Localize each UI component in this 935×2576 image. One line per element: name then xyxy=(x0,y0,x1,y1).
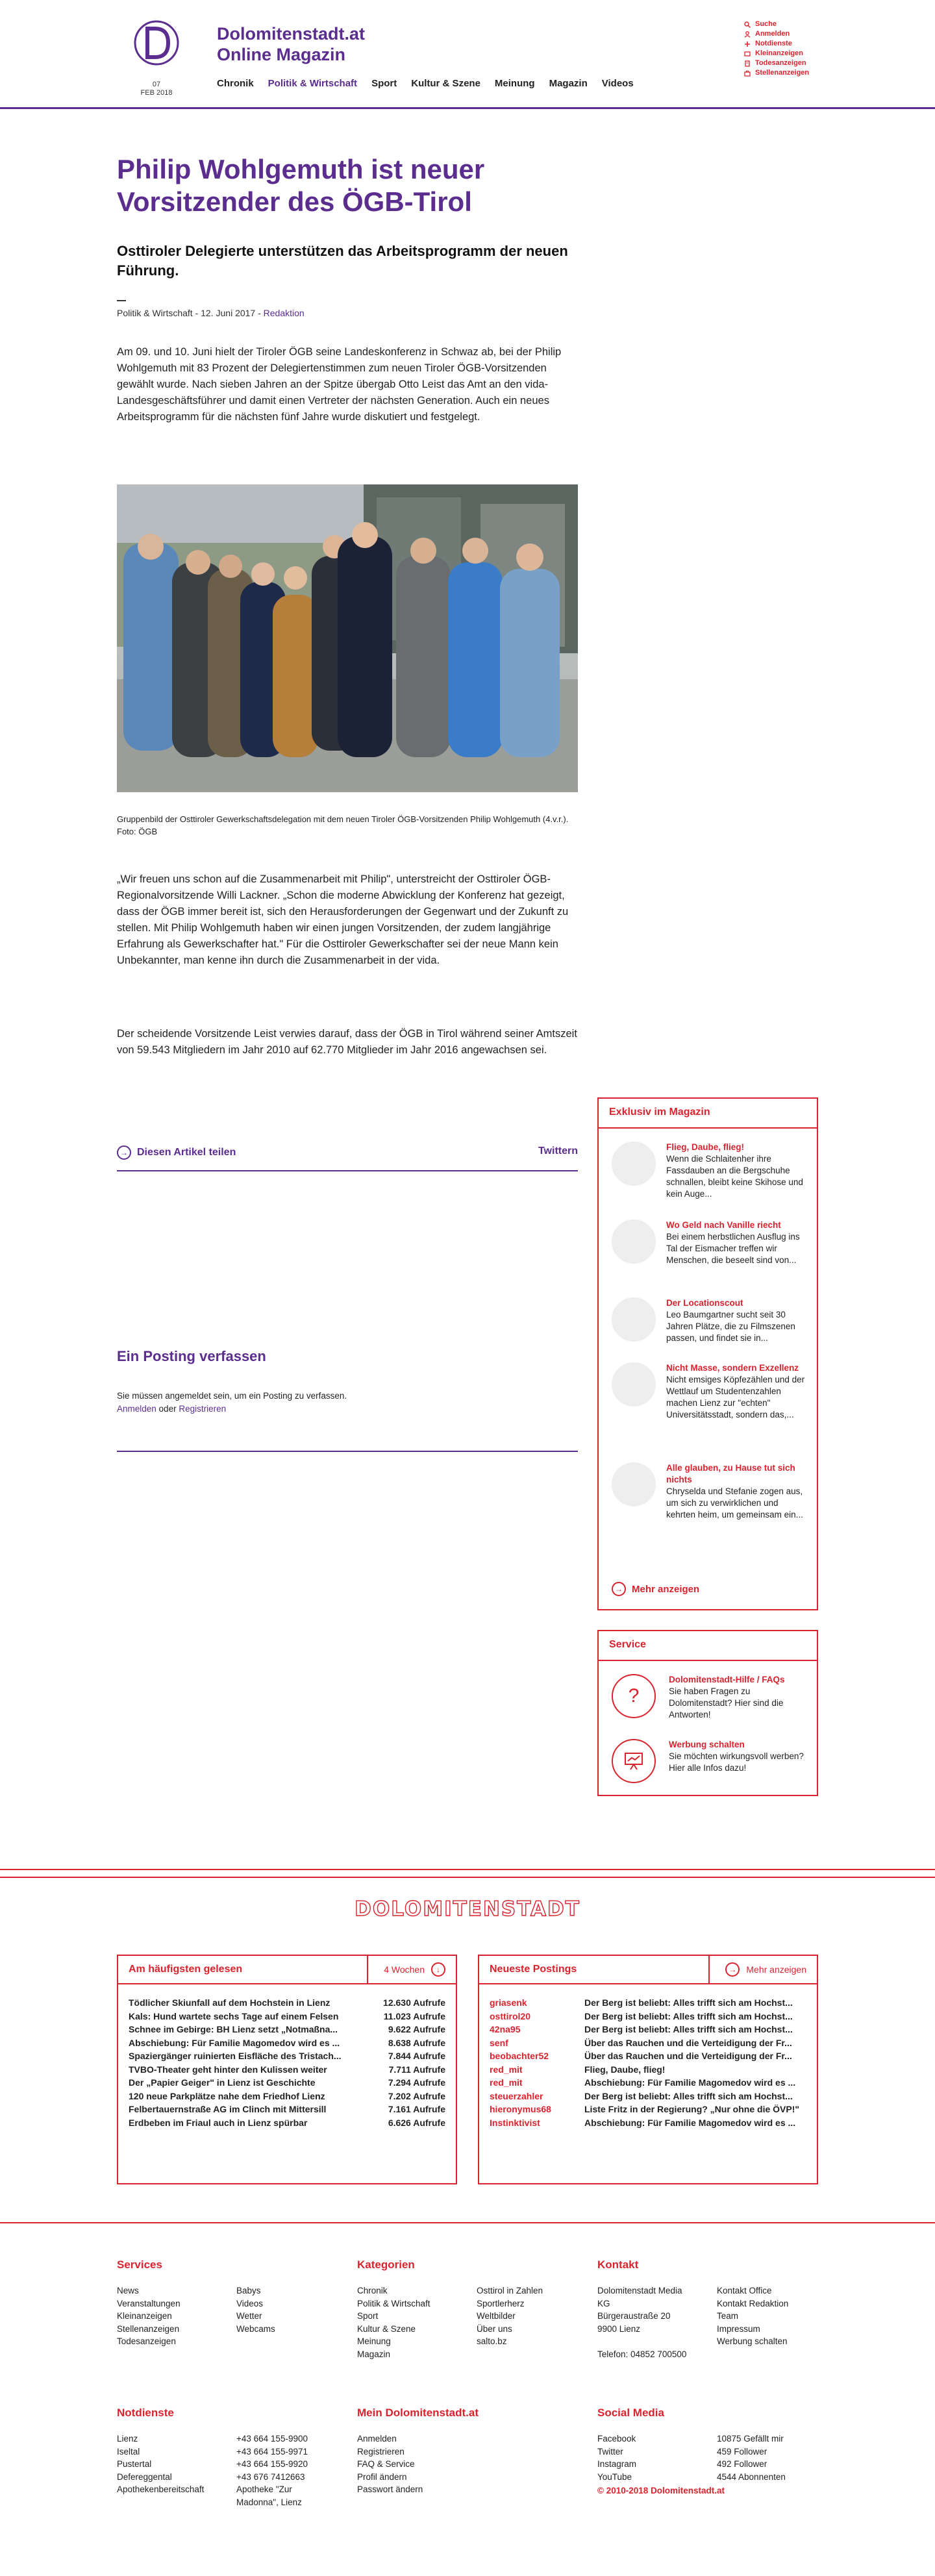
footer-heading: Kategorien xyxy=(357,2258,415,2271)
footer-link[interactable]: Sportlerherz xyxy=(477,2298,525,2308)
footer-heading: Social Media xyxy=(597,2407,664,2419)
footer-link[interactable]: Meinung xyxy=(357,2336,391,2346)
row-views: 7.202 Aufrufe xyxy=(388,2090,445,2101)
more-label: Mehr anzeigen xyxy=(632,1583,700,1595)
row-title: Kals: Hund wartete sechs Tage auf einem Felsen xyxy=(129,2010,339,2021)
footer-text: Defereggental xyxy=(117,2471,172,2482)
latest-postings-box xyxy=(478,1955,818,2184)
share-label: Diesen Artikel teilen xyxy=(137,1147,236,1158)
presentation-icon xyxy=(612,1739,656,1783)
or-text: oder xyxy=(156,1404,179,1414)
posting-article[interactable]: Über das Rauchen und die Verteidigung der Fr... xyxy=(584,2051,792,2061)
posting-row[interactable] xyxy=(490,1996,806,2010)
footer-heading: Kontakt xyxy=(597,2258,639,2271)
meta-author[interactable]: Redaktion xyxy=(263,308,305,318)
row-views: 7.161 Aufrufe xyxy=(388,2104,445,2114)
meta-category[interactable]: Politik & Wirtschaft xyxy=(117,308,193,318)
row-views: 9.622 Aufrufe xyxy=(388,2024,445,2034)
exklusiv-item-text: Nicht emsiges Köpfezählen und der Wettlauf um Studentenzahlen machen Lienz zur "echten" Universitätsstadt, sondern das,... xyxy=(666,1375,805,1419)
footer-link[interactable]: Kontakt Redaktion xyxy=(717,2298,789,2308)
exklusiv-title: Exklusiv im Magazin xyxy=(599,1099,817,1129)
group-photo-illustration xyxy=(117,484,578,792)
posting-login-hint xyxy=(117,1390,506,1416)
posting-row[interactable] xyxy=(490,2049,806,2063)
service-item-text: Sie haben Fragen zu Dolomitenstadt? Hier sind die Antworten! xyxy=(669,1686,784,1719)
share-article-button[interactable] xyxy=(117,1145,236,1160)
row-title: Der „Papier Geiger" in Lienz ist Geschichte xyxy=(129,2077,316,2088)
footer-social xyxy=(597,2407,818,2483)
row-title: Tödlicher Skiunfall auf dem Hochstein in Lienz xyxy=(129,1997,330,2008)
footer-list xyxy=(477,2284,543,2360)
article-thumbnail xyxy=(612,1462,656,1507)
posting-article[interactable]: Über das Rauchen und die Verteidigung der Fr... xyxy=(584,2037,792,2048)
footer-phone[interactable]: +43 664 155-9900 xyxy=(236,2434,308,2444)
footer-list xyxy=(357,2432,578,2496)
row-views: 7.711 Aufrufe xyxy=(388,2064,445,2075)
footer-link[interactable]: Werbung schalten xyxy=(717,2336,788,2346)
article-thumbnail xyxy=(612,1142,656,1186)
period-select[interactable] xyxy=(367,1956,456,1983)
arrow-right-icon: → xyxy=(117,1145,131,1160)
posting-row[interactable] xyxy=(490,2076,806,2090)
exklusiv-item-title: Flieg, Daube, flieg! xyxy=(666,1142,745,1152)
dolomitenstadt-wordmark[interactable]: DOLOMITENSTADT xyxy=(355,1897,580,1921)
footer-link[interactable]: Webcams xyxy=(236,2323,275,2334)
quick-link-kleinanzeigen[interactable] xyxy=(744,49,809,58)
quick-link-stellenanzeigen[interactable] xyxy=(744,68,809,78)
most-read-row[interactable] xyxy=(129,2103,445,2116)
service-item-title: Dolomitenstadt-Hilfe / FAQs xyxy=(669,1675,785,1684)
footer-link[interactable]: Kleinanzeigen xyxy=(117,2311,172,2321)
footer-link[interactable]: salto.bz xyxy=(477,2336,507,2346)
exklusiv-item[interactable] xyxy=(612,1362,806,1421)
posting-row[interactable] xyxy=(490,2010,806,2023)
row-views: 12.630 Aufrufe xyxy=(383,1997,445,2008)
nav-item-chronik[interactable]: Chronik xyxy=(217,78,254,89)
posting-row[interactable] xyxy=(490,2063,806,2077)
posting-title: Ein Posting verfassen xyxy=(117,1348,266,1364)
row-title: Schnee im Gebirge: BH Lienz setzt „Notmaßna... xyxy=(129,2024,338,2034)
meta-date: - 12. Juni 2017 - xyxy=(192,308,264,318)
footer-phone[interactable]: +43 664 155-9971 xyxy=(236,2446,308,2457)
posting-hint-text: Sie müssen angemeldet sein, um ein Posting zu verfassen. xyxy=(117,1391,347,1401)
row-title: Felbertauernstraße AG im Clinch mit Mittersill xyxy=(129,2104,327,2114)
most-read-row[interactable] xyxy=(129,2063,445,2077)
row-title: Erdbeben im Friaul auch in Lienz spürbar xyxy=(129,2117,308,2128)
row-views: 11.023 Aufrufe xyxy=(383,2010,445,2021)
quick-link-label: Todesanzeigen xyxy=(755,59,806,67)
footer-spacer xyxy=(597,2335,717,2348)
footer-list xyxy=(236,2432,308,2508)
footer-band-line xyxy=(0,1877,935,1878)
posting-user[interactable]: osttirol20 xyxy=(490,2010,531,2021)
most-read-row[interactable] xyxy=(129,2049,445,2063)
most-read-title: Am häufigsten gelesen xyxy=(129,1964,243,1975)
meta-divider xyxy=(117,300,126,301)
exklusiv-item-title: Der Locationscout xyxy=(666,1298,743,1308)
footer-link[interactable]: Registrieren xyxy=(357,2446,405,2457)
footer-text: KG xyxy=(597,2298,610,2308)
quick-link-label: Suche xyxy=(755,20,777,28)
exklusiv-item-text: Chryselda und Stefanie zogen aus, um sich zu verwirklichen und kehrten heim, um gemeinsam ein... xyxy=(666,1486,803,1519)
footer-list xyxy=(357,2284,477,2360)
exklusiv-item-text: Bei einem herbstlichen Ausflug ins Tal der Eismacher treffen wir Menschen, die beseelt sind von... xyxy=(666,1232,800,1265)
footer-link[interactable]: Team xyxy=(717,2311,739,2321)
footer-link[interactable]: Wetter xyxy=(236,2311,262,2321)
posting-divider xyxy=(117,1451,578,1452)
register-link[interactable]: Registrieren xyxy=(179,1404,227,1414)
exklusiv-item-title: Alle glauben, zu Hause tut sich nichts xyxy=(666,1463,795,1484)
footer-services xyxy=(117,2258,338,2348)
login-link[interactable]: Anmelden xyxy=(117,1404,156,1414)
arrow-down-icon: ↓ xyxy=(431,1962,445,1977)
article-thumbnail xyxy=(612,1219,656,1264)
posting-article[interactable]: Abschiebung: Für Familie Magomedov wird es ... xyxy=(584,2077,796,2088)
article-thumbnail xyxy=(612,1297,656,1342)
article-closing: Der scheidende Vorsitzende Leist verwies darauf, dass der ÖGB in Tirol während seiner Amtszeit von 59.543 Mitgliedern im Jahr 2010 auf 62.770 Mitglieder im Jahr 2016 angewachsen sei. xyxy=(117,1028,577,1056)
exklusiv-item-title: Nicht Masse, sondern Exzellenz xyxy=(666,1363,799,1373)
posting-article[interactable]: Der Berg ist beliebt: Alles trifft sich am Hochst... xyxy=(584,1997,793,2008)
footer-text: Pustertal xyxy=(117,2459,152,2469)
posting-row[interactable] xyxy=(490,2090,806,2103)
quick-link-notdienste[interactable] xyxy=(744,39,809,49)
footer-link[interactable]: Videos xyxy=(236,2298,264,2308)
quick-link-label: Anmelden xyxy=(755,30,790,38)
document-icon xyxy=(744,60,751,67)
article-thumbnail xyxy=(612,1362,656,1407)
posting-article[interactable]: Der Berg ist beliebt: Alles trifft sich am Hochst... xyxy=(584,2010,793,2021)
footer-link[interactable]: Impressum xyxy=(717,2323,760,2334)
posting-row[interactable] xyxy=(490,2023,806,2036)
exklusiv-item-title: Wo Geld nach Vanille riecht xyxy=(666,1220,781,1230)
most-read-row[interactable] xyxy=(129,2116,445,2130)
footer-text: Iseltal xyxy=(117,2446,140,2457)
posting-user[interactable]: steuerzahler xyxy=(490,2090,543,2101)
footer-list xyxy=(117,2432,236,2508)
logo-day: 07 xyxy=(152,81,161,88)
most-read-row[interactable] xyxy=(129,1996,445,2010)
footer-link[interactable]: Profil ändern xyxy=(357,2471,407,2482)
posting-user[interactable]: 42na95 xyxy=(490,2024,521,2034)
logo-date xyxy=(133,81,180,97)
article-meta xyxy=(117,308,305,318)
footer-text: Dolomitenstadt Media xyxy=(597,2286,682,2295)
exklusiv-item-text: Wenn die Schlaitenher ihre Fassdauben an die Bergschuhe schnallen, bleibt keine Skihose und kein Auge... xyxy=(666,1154,803,1199)
posting-user[interactable]: griasenk xyxy=(490,1997,527,2008)
row-views: 6.626 Aufrufe xyxy=(388,2117,445,2128)
row-views: 8.638 Aufrufe xyxy=(388,2037,445,2048)
share-bar xyxy=(117,1143,578,1171)
most-read-row[interactable] xyxy=(129,2036,445,2050)
logo-month: FEB 2018 xyxy=(140,89,173,97)
exklusiv-more-button[interactable] xyxy=(612,1582,699,1596)
footer-link[interactable]: Kontakt Office xyxy=(717,2286,772,2295)
posting-user[interactable]: red_mit xyxy=(490,2077,523,2088)
service-item-werbung[interactable] xyxy=(612,1739,806,1783)
row-title: TVBO-Theater geht hinter den Kulissen weiter xyxy=(129,2064,327,2075)
site-header xyxy=(0,0,935,109)
footer-link[interactable]: News xyxy=(117,2286,139,2295)
article-headline: Philip Wohlgemuth ist neuer Vorsitzender des ÖGB-Tirol xyxy=(117,154,485,217)
footer-link[interactable]: Veranstaltungen xyxy=(117,2298,181,2308)
most-read-row[interactable] xyxy=(129,2076,445,2090)
footer-link[interactable]: Passwort ändern xyxy=(357,2484,423,2494)
exklusiv-item[interactable] xyxy=(612,1462,806,1521)
footer-link[interactable]: Twitter xyxy=(597,2446,623,2457)
footer-list xyxy=(597,2432,717,2483)
footer-link[interactable]: Facebook xyxy=(597,2434,636,2444)
footer-link[interactable]: Über uns xyxy=(477,2323,512,2334)
row-title: Spaziergänger ruinierten Eisfläche des Tristach... xyxy=(129,2051,342,2061)
posting-user[interactable]: senf xyxy=(490,2037,508,2048)
footer-mein xyxy=(357,2407,578,2496)
site-title-line-2: Online Magazin xyxy=(217,45,346,64)
footer-list xyxy=(597,2284,717,2360)
nav-item-sport[interactable]: Sport xyxy=(371,78,397,89)
plus-icon xyxy=(744,41,751,47)
nav-item-meinung[interactable]: Meinung xyxy=(494,78,535,89)
article-subhead: Osttiroler Delegierte unterstützen das Arbeitsprogramm der neuen Führung. xyxy=(117,243,568,279)
tag-icon xyxy=(744,51,751,57)
footer-phone[interactable]: +43 676 7412663 xyxy=(236,2471,305,2482)
footer-heading: Mein Dolomitenstadt.at xyxy=(357,2407,479,2419)
footer-band-line xyxy=(0,1869,935,1870)
footer-text: Bürgeraustraße 20 xyxy=(597,2311,671,2321)
quick-link-label: Notdienste xyxy=(755,40,792,47)
footer-link[interactable]: Sport xyxy=(357,2311,379,2321)
footer-text: Apotheke "Zur xyxy=(236,2484,292,2494)
nav-item-videos[interactable]: Videos xyxy=(601,78,634,89)
footer-text: 459 Follower xyxy=(717,2446,767,2457)
footer-text: 10875 Gefällt mir xyxy=(717,2434,784,2444)
arrow-right-icon: → xyxy=(612,1582,626,1596)
posting-row[interactable] xyxy=(490,2036,806,2050)
service-box xyxy=(597,1630,818,1796)
quick-link-anmelden[interactable] xyxy=(744,29,809,39)
quick-link-todesanzeigen[interactable] xyxy=(744,58,809,68)
arrow-right-icon: → xyxy=(725,1962,740,1977)
copyright[interactable]: © 2010-2018 Dolomitenstadt.at xyxy=(597,2486,725,2495)
footer-link[interactable]: Osttirol in Zahlen xyxy=(477,2286,543,2295)
footer-text: Telefon: 04852 700500 xyxy=(597,2349,687,2359)
posting-user[interactable]: Instinktivist xyxy=(490,2117,540,2128)
posting-user[interactable]: hieronymus68 xyxy=(490,2104,551,2114)
footer-link[interactable]: Babys xyxy=(236,2286,261,2295)
footer-link[interactable]: Politik & Wirtschaft xyxy=(357,2298,430,2308)
exklusiv-item-text: Leo Baumgartner sucht seit 30 Jahren Plätze, die zu Filmszenen passen, und findet sie in... xyxy=(666,1310,795,1343)
footer-notdienste xyxy=(117,2407,338,2508)
service-item-text: Sie möchten wirkungsvoll werben? Hier alle Infos dazu! xyxy=(669,1751,804,1773)
briefcase-icon xyxy=(744,70,751,77)
posting-user[interactable]: red_mit xyxy=(490,2064,523,2075)
footer-list xyxy=(117,2284,236,2348)
nav-item-kultur-szene[interactable]: Kultur & Szene xyxy=(411,78,480,89)
footer-link[interactable]: Kultur & Szene xyxy=(357,2323,416,2334)
footer-text: 492 Follower xyxy=(717,2459,767,2469)
footer-link[interactable]: FAQ & Service xyxy=(357,2459,415,2469)
article-photo[interactable] xyxy=(117,484,578,792)
most-read-row[interactable] xyxy=(129,2090,445,2103)
exklusiv-box xyxy=(597,1097,818,1610)
user-icon xyxy=(744,31,751,38)
site-title-line-1: Dolomitenstadt.at xyxy=(217,24,366,44)
footer-link[interactable]: Chronik xyxy=(357,2286,388,2295)
nav-item-politik-wirtschaft[interactable]: Politik & Wirtschaft xyxy=(268,78,358,89)
most-read-box xyxy=(117,1955,457,2184)
footer-text: 4544 Abonnenten xyxy=(717,2471,786,2482)
posting-article[interactable]: Abschiebung: Für Familie Magomedov wird es ... xyxy=(584,2117,796,2128)
footer-link[interactable]: Weltbilder xyxy=(477,2311,516,2321)
row-views: 7.294 Aufrufe xyxy=(388,2077,445,2088)
footer-text: Madonna", Lienz xyxy=(236,2497,302,2507)
service-title: Service xyxy=(599,1631,817,1661)
posting-article[interactable]: Der Berg ist beliebt: Alles trifft sich am Hochst... xyxy=(584,2090,793,2101)
posting-article[interactable]: Der Berg ist beliebt: Alles trifft sich am Hochst... xyxy=(584,2024,793,2034)
more-label: Mehr anzeigen xyxy=(746,1964,806,1975)
footer-list xyxy=(236,2284,275,2348)
most-read-row[interactable] xyxy=(129,2010,445,2023)
main-nav xyxy=(217,78,634,89)
footer-link[interactable]: Stellenanzeigen xyxy=(117,2323,180,2334)
footer-link[interactable]: Instagram xyxy=(597,2459,637,2469)
question-icon: ? xyxy=(612,1674,656,1718)
posting-user[interactable]: beobachter52 xyxy=(490,2051,549,2061)
service-item-faq[interactable] xyxy=(612,1674,806,1721)
footer-kontakt xyxy=(597,2258,818,2360)
twitter-button[interactable]: Twittern xyxy=(538,1145,578,1157)
quick-link-suche[interactable] xyxy=(744,19,809,29)
footer-heading: Notdienste xyxy=(117,2407,174,2419)
period-label: 4 Wochen xyxy=(384,1964,425,1975)
postings-more-button[interactable] xyxy=(708,1956,817,1983)
search-icon xyxy=(744,21,751,28)
service-item-title: Werbung schalten xyxy=(669,1740,745,1749)
posting-row[interactable] xyxy=(490,2103,806,2116)
footer-text: Apothekenbereitschaft xyxy=(117,2484,205,2494)
footer-phone[interactable]: +43 664 155-9920 xyxy=(236,2459,308,2469)
footer-link[interactable]: Magazin xyxy=(357,2349,391,2359)
row-title: 120 neue Parkplätze nahe dem Friedhof Lienz xyxy=(129,2090,325,2101)
quick-link-label: Stellenanzeigen xyxy=(755,69,810,77)
nav-item-magazin[interactable]: Magazin xyxy=(549,78,588,89)
article-intro: Am 09. und 10. Juni hielt der Tiroler ÖGB seine Landeskonferenz in Schwaz ab, bei der Philip Wohlgemuth mit 83 Prozent der Delegiertenstimmen zum neuen Tiroler ÖGB-Vorsitzenden gewählt wurde. Nach sieben Jahren an der Spitze übergab Otto Leist das Amt an den vida-Landesgeschäftsführer und damit einen Vertreter der nächsten Generation. Auch ein neues Arbeitsprogramm für die nächsten fünf Jahre wurde diskutiert und festgelegt. xyxy=(117,346,562,423)
footer-link[interactable]: Anmelden xyxy=(357,2434,397,2444)
footer-text: Lienz xyxy=(117,2434,138,2444)
posting-article[interactable]: Liste Fritz in der Regierung? „Nur ohne die ÖVP!" xyxy=(584,2104,799,2114)
exklusiv-item[interactable] xyxy=(612,1219,806,1266)
footer-link[interactable]: YouTube xyxy=(597,2471,632,2482)
article-quote: „Wir freuen uns schon auf die Zusammenarbeit mit Philip", unterstreicht der Osttiroler ÖGB-Regionalvorsitzende Willi Lackner. „Schon die moderne Abwicklung der Konferenz hat gezeigt, dass der ÖGB immer bereit ist, sich den Herausforderungen der Gegenwart und der Zukunft zu stellen. Mit Philip Wohlgemuth haben wir einen jungen Vorsitzenden, der zudem langjährige Erfahrung als Gewerkschafter hat." Für die Osttiroler Gewerkschafter sei der neue Mann kein Unbekannter, man kenne ihn durch die Zusammenarbeit in der vida. xyxy=(117,873,569,966)
quick-link-label: Kleinanzeigen xyxy=(755,49,803,57)
row-title: Abschiebung: Für Familie Magomedov wird es ... xyxy=(129,2037,340,2048)
footer-text: 9900 Lienz xyxy=(597,2323,641,2334)
footer-kategorien xyxy=(357,2258,578,2360)
footer-divider xyxy=(0,2222,935,2223)
site-title[interactable] xyxy=(217,23,365,65)
posting-article[interactable]: Flieg, Daube, flieg! xyxy=(584,2064,666,2075)
footer-list xyxy=(717,2432,786,2483)
footer-link[interactable]: Todesanzeigen xyxy=(117,2336,176,2346)
quick-links xyxy=(744,19,809,78)
row-views: 7.844 Aufrufe xyxy=(388,2051,445,2061)
posting-row[interactable] xyxy=(490,2116,806,2130)
photo-caption: Gruppenbild der Osttiroler Gewerkschaftsdelegation mit dem neuen Tiroler ÖGB-Vorsitzenden Philip Wohlgemuth (4.v.r.). Foto: ÖGB xyxy=(117,814,569,836)
latest-postings-title: Neueste Postings xyxy=(490,1964,577,1975)
exklusiv-item[interactable] xyxy=(612,1297,806,1344)
most-read-row[interactable] xyxy=(129,2023,445,2036)
footer-list xyxy=(717,2284,788,2360)
footer-heading: Services xyxy=(117,2258,162,2271)
dolomitenstadt-logo[interactable] xyxy=(133,18,180,68)
exklusiv-item[interactable] xyxy=(612,1142,806,1200)
